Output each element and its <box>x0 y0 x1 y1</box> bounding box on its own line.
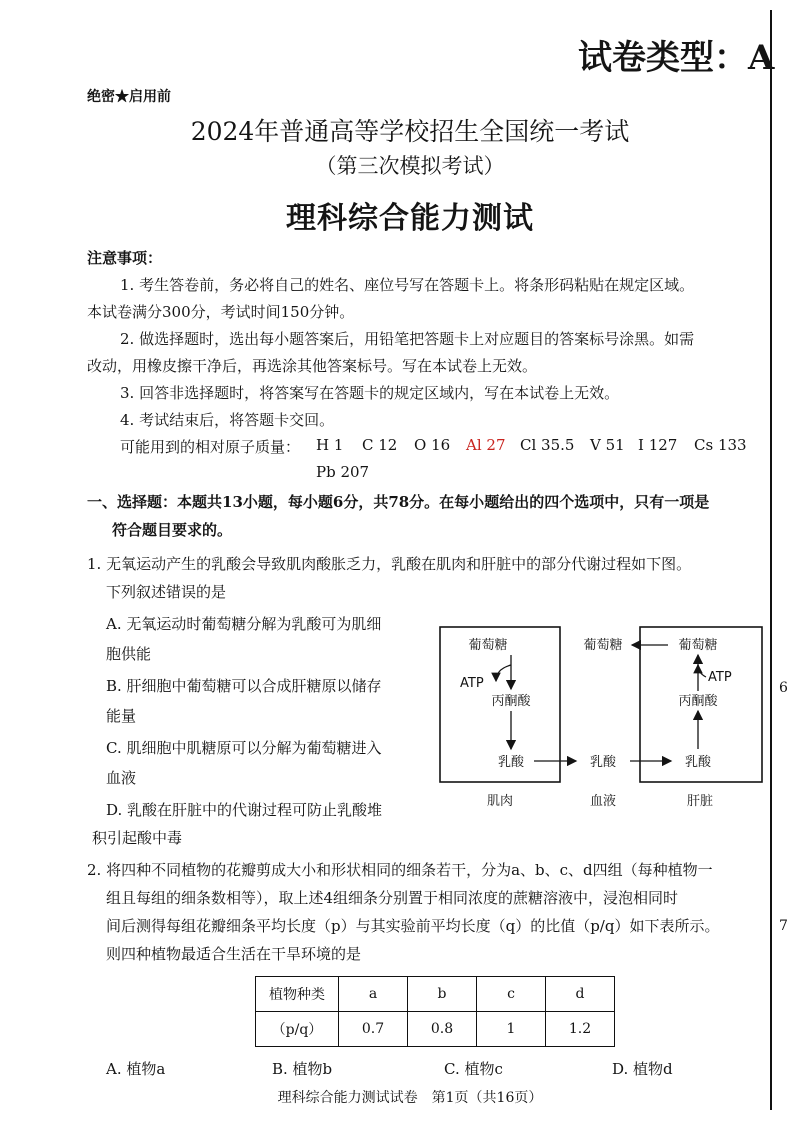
q1-stem-line1: 1. 无氧运动产生的乳酸会导致肌肉酸胀乏力，乳酸在肌肉和肝脏中的部分代谢过程如下图。 <box>87 555 692 573</box>
muscle-caption: 肌肉 <box>486 794 514 809</box>
q2-stem-line3: 间后测得每组花瓣细条平均长度（p）与其实验前平均长度（q）的比值（p/q）如下表所示。 <box>106 917 720 935</box>
atomic-mass-i: I 127 <box>638 436 678 454</box>
table-header-cell: 植物种类 <box>256 977 339 1012</box>
page-margin-rule <box>770 10 772 1110</box>
exam-subtitle: （第三次模拟考试） <box>315 154 505 178</box>
q2-option-b: B. 植物b <box>272 1060 333 1078</box>
arrow-atp-consume <box>698 665 706 677</box>
q2-option-d: D. 植物d <box>612 1060 673 1078</box>
note-item-4: 4. 考试结束后，将答题卡交回。 <box>120 411 335 429</box>
atomic-mass-cs: Cs 133 <box>694 436 747 454</box>
blood-glucose-label: 葡萄糖 <box>583 638 623 653</box>
liver-lactate-label: 乳酸 <box>684 755 712 770</box>
q2-option-c: C. 植物c <box>444 1060 503 1078</box>
q2-stem-line2: 组且每组的细条数相等），取上述4组细条分别置于相同浓度的蔗糖溶液中，浸泡相同时 <box>106 889 679 907</box>
table-header-cell: c <box>477 977 546 1012</box>
atomic-mass-label: 可能用到的相对原子质量： <box>120 438 301 456</box>
liver-glucose-label: 葡萄糖 <box>678 638 718 653</box>
atomic-mass-al: Al 27 <box>466 436 506 454</box>
q1-option-b-line2: 能量 <box>106 707 137 725</box>
liver-atp-label: ATP <box>708 670 732 685</box>
secret-label: 绝密★启用前 <box>87 89 171 105</box>
muscle-lactate-label: 乳酸 <box>497 755 525 770</box>
q1-option-a-line1: A. 无氧运动时葡萄糖分解为乳酸可为肌细 <box>106 615 382 633</box>
note-item-2a: 2. 做选择题时，选出每小题答案后，用铅笔把答题卡上对应题目的答案标号涂黑。如需 <box>120 330 695 348</box>
q1-option-b-line1: B. 肝细胞中葡萄糖可以合成肝糖原以储存 <box>106 677 382 695</box>
section-heading-line1: 一、选择题：本题共13小题，每小题6分，共78分。在每小题给出的四个选项中，只有一项是 <box>87 493 710 511</box>
atomic-mass-h: H 1 <box>316 436 344 454</box>
ratio-table <box>255 976 615 1047</box>
notes-heading: 注意事项： <box>87 249 163 267</box>
liver-caption: 肝脏 <box>686 794 714 809</box>
table-cell: 1 <box>477 1012 546 1047</box>
table-cell: 0.7 <box>339 1012 408 1047</box>
section-heading-line2: 符合题目要求的。 <box>112 521 233 539</box>
table-cell: （p/q） <box>256 1012 339 1047</box>
paper-type: 试卷类型：A <box>578 38 775 78</box>
table-cell: 0.8 <box>408 1012 477 1047</box>
exam-title: 2024年普通高等学校招生全国统一考试 <box>190 117 630 146</box>
q2-option-a: A. 植物a <box>106 1060 166 1078</box>
q2-stem-line4: 则四种植物最适合生活在干旱环境的是 <box>106 945 362 963</box>
atomic-mass-cl: Cl 35.5 <box>520 436 575 454</box>
blood-lactate-label: 乳酸 <box>589 755 617 770</box>
table-header-cell: b <box>408 977 477 1012</box>
table-cell: 1.2 <box>546 1012 615 1047</box>
liver-pyruvate-label: 丙酮酸 <box>678 694 718 709</box>
atomic-mass-o: O 16 <box>414 436 451 454</box>
q1-option-c-line1: C. 肌细胞中肌糖原可以分解为葡萄糖进入 <box>106 739 382 757</box>
q1-option-a-line2: 胞供能 <box>106 645 152 663</box>
blood-caption: 血液 <box>589 794 617 809</box>
metabolism-diagram <box>438 625 768 815</box>
q1-option-d-line1: D. 乳酸在肝脏中的代谢过程可防止乳酸堆 <box>106 801 383 819</box>
atomic-mass-pb: Pb 207 <box>316 463 370 481</box>
note-item-3: 3. 回答非选择题时，将答案写在答题卡的规定区域内，写在本试卷上无效。 <box>120 384 620 402</box>
q2-stem-line1: 2. 将四种不同植物的花瓣剪成大小和形状相同的细条若干，分为a、b、c、d四组（每种植物一 <box>87 861 713 879</box>
atomic-mass-v: V 51 <box>590 436 625 454</box>
arrow-atp-release <box>496 665 511 681</box>
page-footer: 理科综合能力测试试卷 第1页（共16页） <box>277 1090 543 1106</box>
muscle-atp-label: ATP <box>460 676 484 691</box>
q1-option-d-line2: 积引起酸中毒 <box>92 829 183 847</box>
table-header-cell: a <box>339 977 408 1012</box>
margin-mark: 7 <box>779 918 788 934</box>
table-row <box>256 977 615 1012</box>
muscle-pyruvate-label: 丙酮酸 <box>491 694 531 709</box>
subject-title: 理科综合能力测试 <box>286 201 534 236</box>
q1-stem-line2: 下列叙述错误的是 <box>106 583 227 601</box>
atomic-mass-c: C 12 <box>362 436 398 454</box>
margin-mark: 6 <box>779 680 788 696</box>
q1-option-c-line2: 血液 <box>106 769 137 787</box>
note-item-1a: 1. 考生答卷前，务必将自己的姓名、座位号写在答题卡上。将条形码粘贴在规定区域。 <box>120 276 695 294</box>
table-header-cell: d <box>546 977 615 1012</box>
muscle-glucose-label: 葡萄糖 <box>468 638 508 653</box>
note-item-1b: 本试卷满分300分，考试时间150分钟。 <box>87 303 355 321</box>
note-item-2b: 改动，用橡皮擦干净后，再选涂其他答案标号。写在本试卷上无效。 <box>87 357 538 375</box>
table-row <box>256 1012 615 1047</box>
